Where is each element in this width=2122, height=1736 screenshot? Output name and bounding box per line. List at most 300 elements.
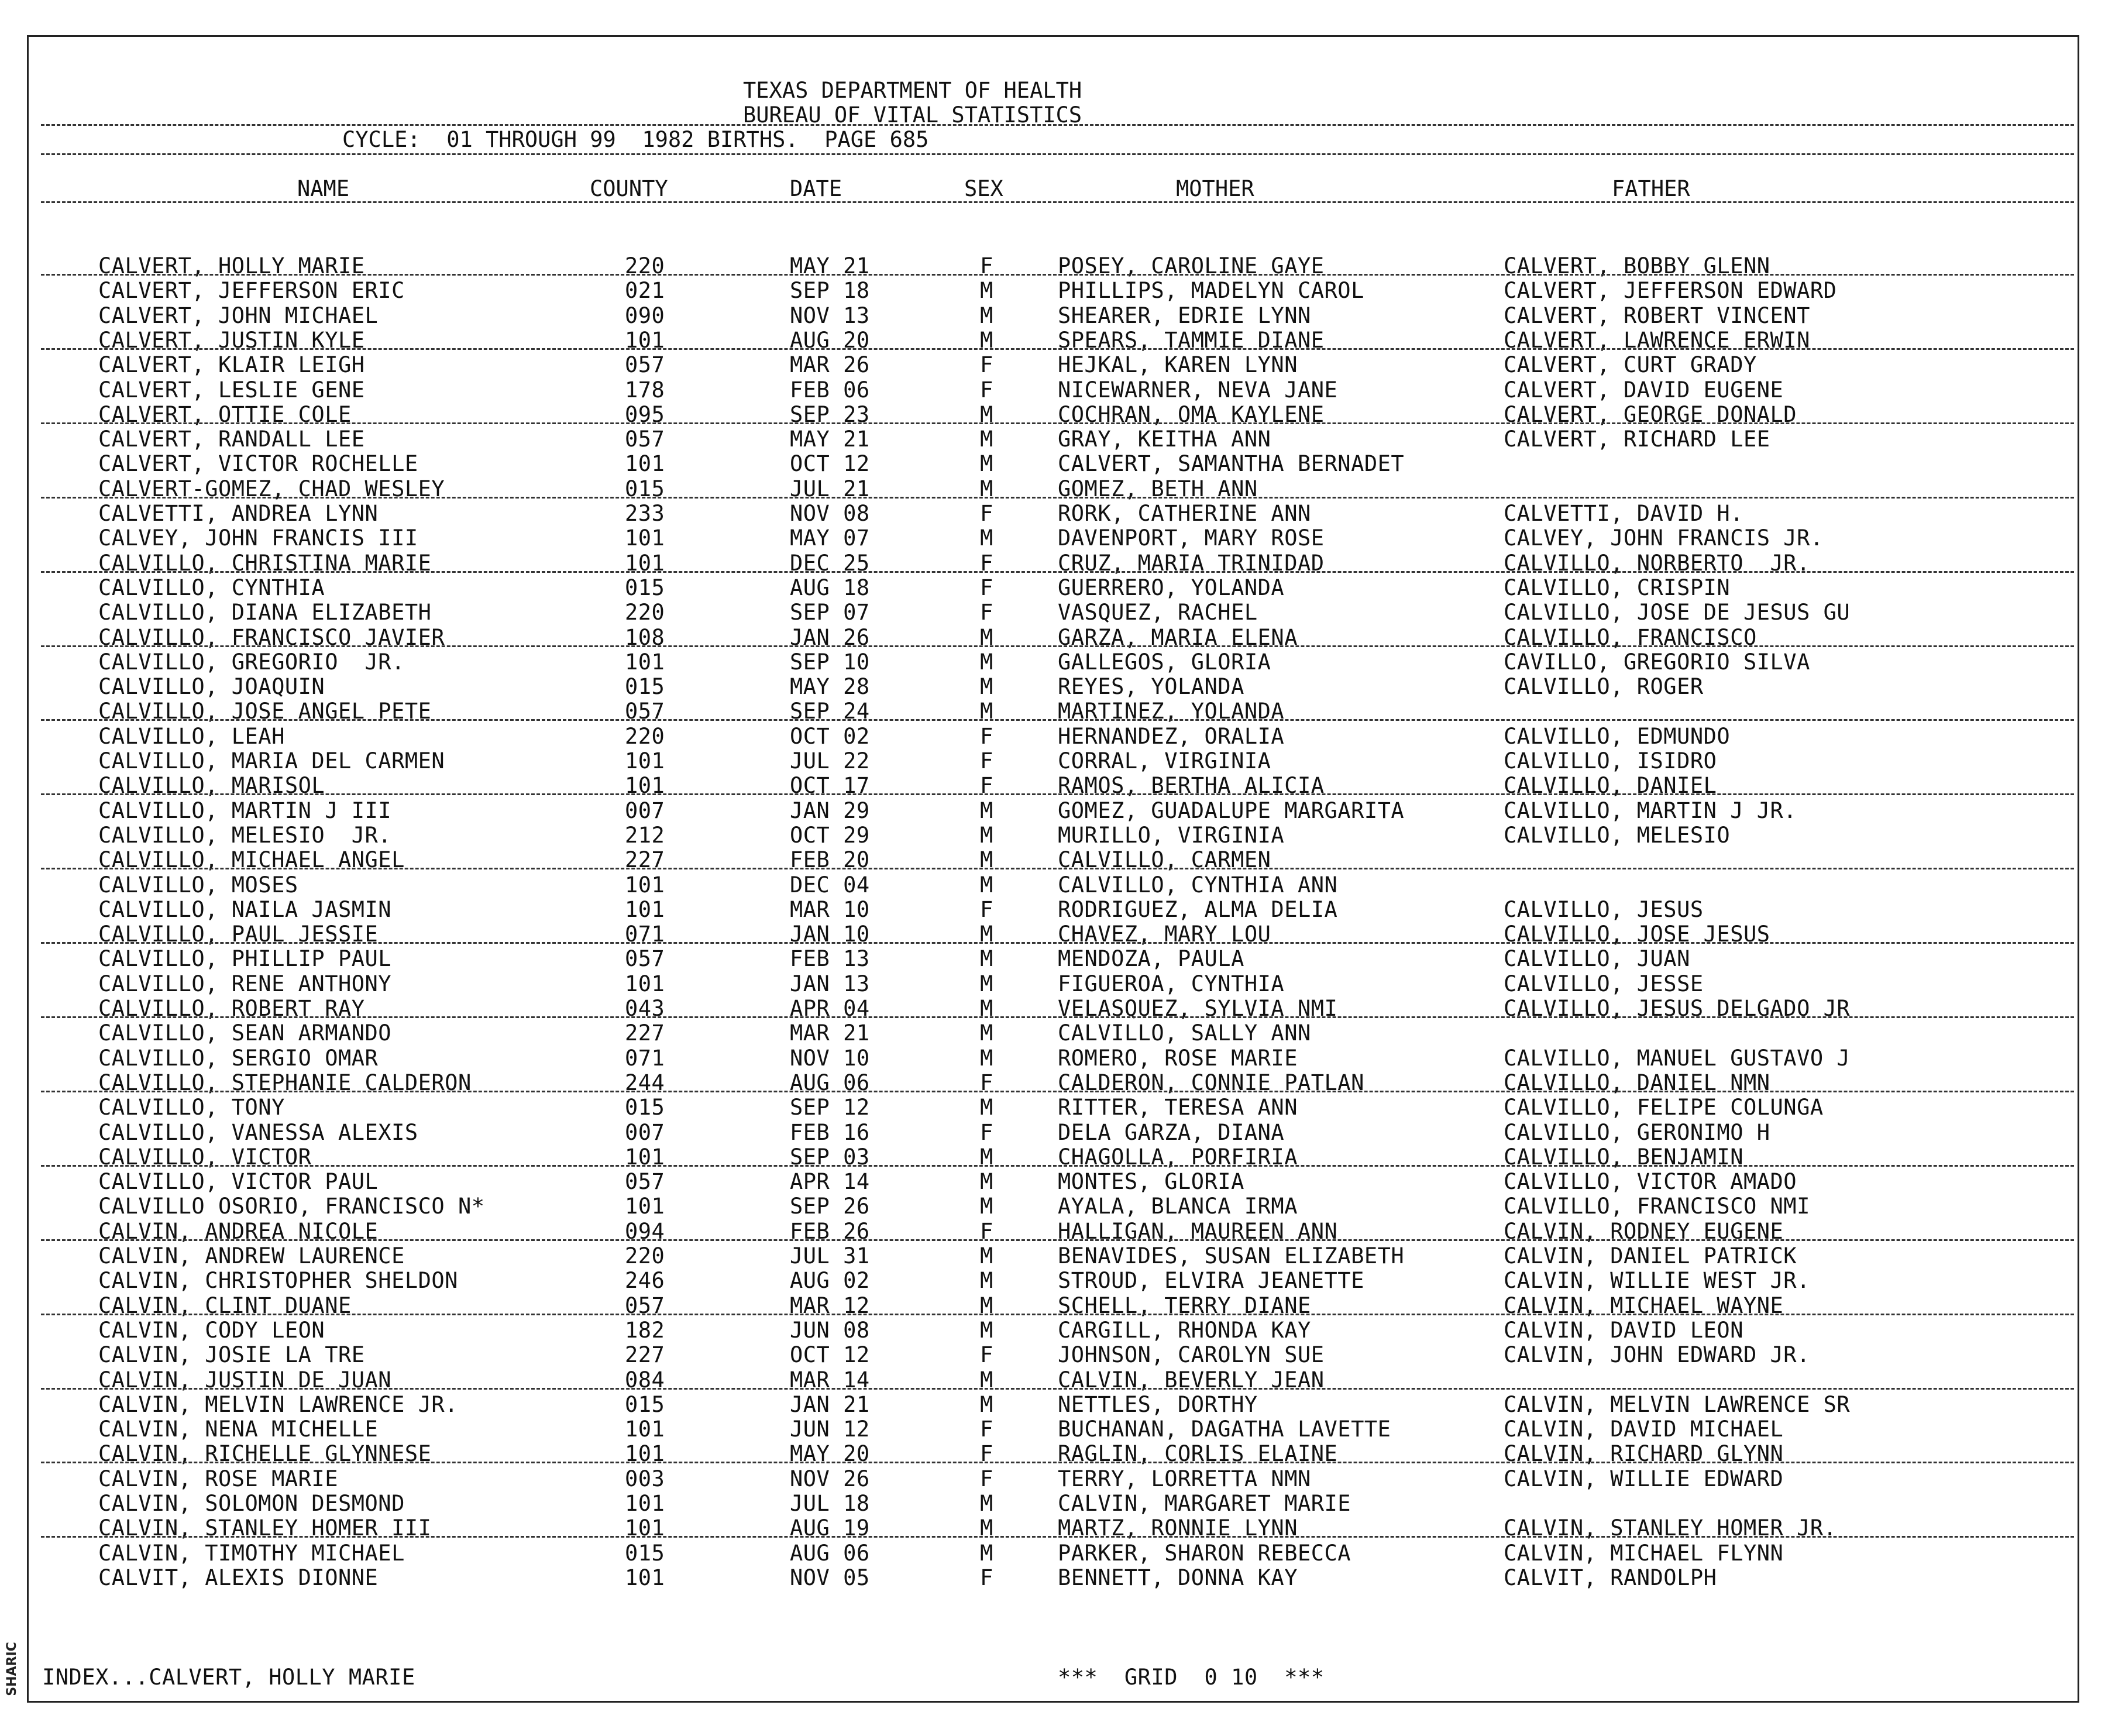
cell-father: CALVILLO, JESUS DELGADO JR [1504, 996, 1851, 1021]
cell-sex: F [980, 748, 993, 774]
cell-name: CALVILLO, STEPHANIE CALDERON [98, 1070, 472, 1095]
cell-sex: M [980, 946, 993, 971]
cell-county: 101 [625, 1417, 665, 1442]
cell-father: CALVIN, MICHAEL WAYNE [1504, 1293, 1784, 1318]
cell-county: 220 [625, 1243, 665, 1269]
row-group-rule [41, 1016, 2074, 1018]
cell-date: JAN 29 [790, 798, 870, 823]
cell-name: CALVERT-GOMEZ, CHAD WESLEY [98, 476, 445, 501]
cell-date: NOV 26 [790, 1466, 870, 1491]
cell-date: OCT 02 [790, 724, 870, 749]
cell-name: CALVILLO, DIANA ELIZABETH [98, 600, 432, 625]
row-group-rule [41, 1536, 2074, 1538]
cell-date: MAR 10 [790, 897, 870, 922]
cell-father: CALVILLO, BENJAMIN [1504, 1144, 1743, 1170]
cell-county: 101 [625, 872, 665, 898]
cell-mother: MONTES, GLORIA [1058, 1169, 1244, 1194]
cell-date: JUL 22 [790, 748, 870, 774]
cell-sex: M [980, 922, 993, 947]
cell-name: CALVILLO, MARISOL [98, 773, 325, 798]
cell-date: SEP 18 [790, 278, 870, 303]
row-group-rule [41, 868, 2074, 869]
cell-mother: RAGLIN, CORLIS ELAINE [1058, 1441, 1338, 1466]
cell-date: FEB 06 [790, 377, 870, 403]
cell-county: 101 [625, 773, 665, 798]
cell-county: 057 [625, 946, 665, 971]
cell-county: 057 [625, 352, 665, 377]
cell-date: JUN 12 [790, 1417, 870, 1442]
cell-mother: DAVENPORT, MARY ROSE [1058, 525, 1325, 551]
cell-father: CALVILLO, JESUS [1504, 897, 1704, 922]
cell-mother: CALVIN, MARGARET MARIE [1058, 1491, 1351, 1516]
cell-sex: M [980, 1293, 993, 1318]
cell-county: 101 [625, 748, 665, 774]
cell-name: CALVILLO, RENE ANTHONY [98, 971, 392, 996]
row-group-rule [41, 1091, 2074, 1092]
cell-county: 101 [625, 649, 665, 675]
cell-mother: RODRIGUEZ, ALMA DELIA [1058, 897, 1338, 922]
cell-sex: M [980, 1144, 993, 1170]
cell-mother: CALDERON, CONNIE PATLAN [1058, 1070, 1364, 1095]
cell-sex: M [980, 402, 993, 427]
cell-name: CALVILLO, VICTOR PAUL [98, 1169, 379, 1194]
cell-mother: JOHNSON, CAROLYN SUE [1058, 1342, 1325, 1367]
cell-date: MAY 21 [790, 253, 870, 279]
cell-county: 015 [625, 1392, 665, 1417]
cell-date: FEB 13 [790, 946, 870, 971]
cell-date: MAY 20 [790, 1441, 870, 1466]
cell-mother: BUCHANAN, DAGATHA LAVETTE [1058, 1417, 1391, 1442]
cell-sex: M [980, 303, 993, 328]
cell-sex: M [980, 625, 993, 650]
cell-date: MAR 26 [790, 352, 870, 377]
cell-date: JAN 21 [790, 1392, 870, 1417]
cell-name: CALVILLO, MELESIO JR. [98, 823, 392, 848]
cell-sex: M [980, 476, 993, 501]
cell-county: 101 [625, 1565, 665, 1590]
column-header-rule [41, 201, 2074, 203]
cell-sex: M [980, 1046, 993, 1071]
cell-name: CALVIN, CLINT DUANE [98, 1293, 352, 1318]
row-group-rule [41, 1314, 2074, 1315]
cell-mother: PHILLIPS, MADELYN CAROL [1058, 278, 1364, 303]
cell-mother: RORK, CATHERINE ANN [1058, 501, 1311, 526]
cell-sex: F [980, 575, 993, 600]
cell-date: MAR 12 [790, 1293, 870, 1318]
cell-name: CALVIN, CODY LEON [98, 1318, 325, 1343]
cell-sex: F [980, 897, 993, 922]
cell-mother: VELASQUEZ, SYLVIA NMI [1058, 996, 1338, 1021]
cell-father: CALVILLO, DANIEL NMN [1504, 1070, 1770, 1095]
cell-date: DEC 25 [790, 551, 870, 576]
cell-date: OCT 17 [790, 773, 870, 798]
cell-sex: F [980, 253, 993, 279]
cell-father: CALVERT, GEORGE DONALD [1504, 402, 1797, 427]
cell-county: 095 [625, 402, 665, 427]
cell-sex: M [980, 427, 993, 452]
cell-mother: REYES, YOLANDA [1058, 674, 1244, 699]
cell-sex: F [980, 1417, 993, 1442]
row-group-rule [41, 719, 2074, 721]
cell-mother: HEJKAL, KAREN LYNN [1058, 352, 1298, 377]
cell-county: 090 [625, 303, 665, 328]
cell-county: 101 [625, 1491, 665, 1516]
cell-mother: NETTLES, DORTHY [1058, 1392, 1258, 1417]
cell-father: CALVERT, JEFFERSON EDWARD [1504, 278, 1837, 303]
cell-county: 101 [625, 971, 665, 996]
cell-father: CALVIN, RICHARD GLYNN [1504, 1441, 1784, 1466]
cell-mother: STROUD, ELVIRA JEANETTE [1058, 1268, 1364, 1293]
cell-sex: M [980, 451, 993, 476]
cell-name: CALVIT, ALEXIS DIONNE [98, 1565, 379, 1590]
cell-date: JUL 21 [790, 476, 870, 501]
row-group-rule [41, 274, 2074, 276]
cell-name: CALVETTI, ANDREA LYNN [98, 501, 379, 526]
cell-father: CALVIN, WILLIE WEST JR. [1504, 1268, 1810, 1293]
cell-date: AUG 20 [790, 328, 870, 353]
cell-mother: MENDOZA, PAULA [1058, 946, 1244, 971]
cell-name: CALVIN, ANDREA NICOLE [98, 1219, 379, 1244]
cell-date: JUN 08 [790, 1318, 870, 1343]
cell-date: AUG 18 [790, 575, 870, 600]
cell-father: CALVIN, MICHAEL FLYNN [1504, 1541, 1784, 1566]
cell-sex: M [980, 996, 993, 1021]
cell-name: CALVILLO, TONY [98, 1095, 285, 1120]
cell-mother: RITTER, TERESA ANN [1058, 1095, 1298, 1120]
row-group-rule [41, 497, 2074, 499]
column-header-sex: SEX [964, 176, 1003, 201]
cell-mother: PARKER, SHARON REBECCA [1058, 1541, 1351, 1566]
cell-county: 101 [625, 897, 665, 922]
cell-father: CALVILLO, JESSE [1504, 971, 1704, 996]
cell-date: MAR 21 [790, 1020, 870, 1046]
cell-county: 015 [625, 476, 665, 501]
cell-date: DEC 04 [790, 872, 870, 898]
cell-county: 182 [625, 1318, 665, 1343]
cell-sex: M [980, 872, 993, 898]
cell-name: CALVERT, LESLIE GENE [98, 377, 365, 403]
cell-sex: F [980, 1120, 993, 1145]
cell-sex: M [980, 1243, 993, 1269]
cell-father: CALVILLO, EDMUNDO [1504, 724, 1731, 749]
cell-date: APR 14 [790, 1169, 870, 1194]
cell-date: FEB 20 [790, 847, 870, 872]
cell-sex: F [980, 1565, 993, 1590]
cell-name: CALVILLO, LEAH [98, 724, 285, 749]
cell-father: CALVILLO, FRANCISCO NMI [1504, 1194, 1810, 1219]
cell-sex: F [980, 377, 993, 403]
cell-name: CALVILLO, MARTIN J III [98, 798, 392, 823]
cell-name: CALVILLO, ROBERT RAY [98, 996, 365, 1021]
cell-date: NOV 08 [790, 501, 870, 526]
cell-sex: F [980, 501, 993, 526]
cell-sex: F [980, 724, 993, 749]
cell-father: CALVEY, JOHN FRANCIS JR. [1504, 525, 1824, 551]
cell-county: 244 [625, 1070, 665, 1095]
cell-sex: F [980, 1219, 993, 1244]
cell-date: AUG 02 [790, 1268, 870, 1293]
cell-date: SEP 24 [790, 699, 870, 724]
cell-mother: GALLEGOS, GLORIA [1058, 649, 1271, 675]
cell-mother: MARTINEZ, YOLANDA [1058, 699, 1285, 724]
cell-sex: M [980, 1515, 993, 1541]
cell-date: MAR 14 [790, 1367, 870, 1393]
cell-mother: ROMERO, ROSE MARIE [1058, 1046, 1298, 1071]
cell-sex: M [980, 328, 993, 353]
cell-mother: MURILLO, VIRGINIA [1058, 823, 1285, 848]
cell-sex: M [980, 699, 993, 724]
cell-father: CALVIN, STANLEY HOMER JR. [1504, 1515, 1837, 1541]
cell-mother: TERRY, LORRETTA NMN [1058, 1466, 1311, 1491]
cell-date: NOV 05 [790, 1565, 870, 1590]
cell-sex: F [980, 1441, 993, 1466]
cell-date: FEB 16 [790, 1120, 870, 1145]
cell-name: CALVIN, MELVIN LAWRENCE JR. [98, 1392, 458, 1417]
cell-mother: POSEY, CAROLINE GAYE [1058, 253, 1325, 279]
column-header-name: NAME [297, 176, 350, 201]
cell-date: JAN 26 [790, 625, 870, 650]
cell-father: CALVIT, RANDOLPH [1504, 1565, 1717, 1590]
cell-date: MAY 07 [790, 525, 870, 551]
row-group-rule [41, 793, 2074, 795]
row-group-rule [41, 942, 2074, 944]
cell-name: CALVIN, CHRISTOPHER SHELDON [98, 1268, 458, 1293]
cell-mother: GOMEZ, BETH ANN [1058, 476, 1258, 501]
cell-county: 084 [625, 1367, 665, 1393]
cell-name: CALVERT, RANDALL LEE [98, 427, 365, 452]
cell-name: CALVERT, JOHN MICHAEL [98, 303, 379, 328]
cell-county: 101 [625, 525, 665, 551]
cell-father: CALVILLO, JOSE JESUS [1504, 922, 1770, 947]
cell-name: CALVIN, TIMOTHY MICHAEL [98, 1541, 405, 1566]
cell-name: CALVIN, SOLOMON DESMOND [98, 1491, 405, 1516]
cell-date: MAY 28 [790, 674, 870, 699]
cell-county: 101 [625, 1515, 665, 1541]
cell-name: CALVILLO, JOAQUIN [98, 674, 325, 699]
cell-mother: HALLIGAN, MAUREEN ANN [1058, 1219, 1338, 1244]
cell-name: CALVIN, NENA MICHELLE [98, 1417, 379, 1442]
cell-mother: GOMEZ, GUADALUPE MARGARITA [1058, 798, 1405, 823]
cell-date: NOV 10 [790, 1046, 870, 1071]
bureau-title: BUREAU OF VITAL STATISTICS [743, 102, 1082, 128]
cell-sex: M [980, 1392, 993, 1417]
cell-sex: F [980, 352, 993, 377]
column-header-father: FATHER [1612, 176, 1690, 201]
cycle-line: CYCLE: 01 THROUGH 99 1982 BIRTHS. PAGE 685 [342, 127, 929, 152]
cell-county: 021 [625, 278, 665, 303]
cell-father: CALVIN, MELVIN LAWRENCE SR [1504, 1392, 1851, 1417]
cell-mother: CALVIN, BEVERLY JEAN [1058, 1367, 1325, 1393]
row-group-rule [41, 1239, 2074, 1241]
cell-sex: M [980, 649, 993, 675]
cell-mother: AYALA, BLANCA IRMA [1058, 1194, 1298, 1219]
cell-father: CALVERT, RICHARD LEE [1504, 427, 1770, 452]
cell-name: CALVILLO, SEAN ARMANDO [98, 1020, 392, 1046]
cell-sex: M [980, 798, 993, 823]
cell-father: CALVILLO, GERONIMO H [1504, 1120, 1770, 1145]
cell-date: AUG 19 [790, 1515, 870, 1541]
cell-sex: M [980, 674, 993, 699]
cell-county: 101 [625, 551, 665, 576]
cell-name: CALVILLO, NAILA JASMIN [98, 897, 392, 922]
cell-sex: M [980, 1491, 993, 1516]
cell-date: NOV 13 [790, 303, 870, 328]
cell-mother: SHEARER, EDRIE LYNN [1058, 303, 1311, 328]
cell-sex: M [980, 1268, 993, 1293]
cell-sex: M [980, 1020, 993, 1046]
cell-mother: MARTZ, RONNIE LYNN [1058, 1515, 1298, 1541]
cell-father: CALVILLO, ROGER [1504, 674, 1704, 699]
cell-sex: F [980, 1342, 993, 1367]
cell-name: CALVILLO, PHILLIP PAUL [98, 946, 392, 971]
cell-father: CALVERT, CURT GRADY [1504, 352, 1757, 377]
header-rule-1 [41, 124, 2074, 126]
cell-county: 057 [625, 1169, 665, 1194]
cell-name: CALVEY, JOHN FRANCIS III [98, 525, 418, 551]
cell-county: 212 [625, 823, 665, 848]
cell-name: CALVERT, HOLLY MARIE [98, 253, 365, 279]
header-rule-2 [41, 153, 2074, 155]
cell-name: CALVILLO OSORIO, FRANCISCO N* [98, 1194, 485, 1219]
cell-county: 227 [625, 1020, 665, 1046]
cell-father: CALVILLO, MARTIN J JR. [1504, 798, 1797, 823]
cell-sex: M [980, 971, 993, 996]
row-group-rule [41, 1165, 2074, 1167]
cell-name: CALVIN, JUSTIN DE JUAN [98, 1367, 392, 1393]
cell-date: SEP 10 [790, 649, 870, 675]
cell-name: CALVILLO, VICTOR [98, 1144, 312, 1170]
cell-mother: CALVERT, SAMANTHA BERNADET [1058, 451, 1405, 476]
cell-sex: M [980, 823, 993, 848]
cell-name: CALVILLO, FRANCISCO JAVIER [98, 625, 445, 650]
cell-date: SEP 12 [790, 1095, 870, 1120]
cell-mother: FIGUEROA, CYNTHIA [1058, 971, 1285, 996]
cell-father: CALVIN, DAVID LEON [1504, 1318, 1743, 1343]
cell-sex: F [980, 1466, 993, 1491]
cell-county: 057 [625, 427, 665, 452]
cell-mother: GUERRERO, YOLANDA [1058, 575, 1285, 600]
cell-county: 108 [625, 625, 665, 650]
cell-mother: VASQUEZ, RACHEL [1058, 600, 1258, 625]
cell-sex: M [980, 1367, 993, 1393]
cell-name: CALVIN, RICHELLE GLYNNESE [98, 1441, 432, 1466]
cell-father: CALVILLO, VICTOR AMADO [1504, 1169, 1797, 1194]
cell-sex: M [980, 278, 993, 303]
row-group-rule [41, 571, 2074, 573]
cell-sex: F [980, 773, 993, 798]
cell-sex: F [980, 600, 993, 625]
cell-date: SEP 26 [790, 1194, 870, 1219]
cell-father: CALVILLO, JUAN [1504, 946, 1690, 971]
cell-name: CALVERT, OTTIE COLE [98, 402, 352, 427]
cell-name: CALVILLO, PAUL JESSIE [98, 922, 379, 947]
cell-county: 094 [625, 1219, 665, 1244]
cell-name: CALVIN, JOSIE LA TRE [98, 1342, 365, 1367]
cell-name: CALVILLO, CYNTHIA [98, 575, 325, 600]
cell-name: CALVILLO, MICHAEL ANGEL [98, 847, 405, 872]
cell-name: CALVILLO, MOSES [98, 872, 298, 898]
cell-father: CALVIN, JOHN EDWARD JR. [1504, 1342, 1810, 1367]
cell-father: CALVERT, DAVID EUGENE [1504, 377, 1784, 403]
cell-county: 015 [625, 575, 665, 600]
cell-date: OCT 12 [790, 1342, 870, 1367]
cell-father: CALVETTI, DAVID H. [1504, 501, 1743, 526]
cell-county: 220 [625, 600, 665, 625]
cell-father: CALVILLO, DANIEL [1504, 773, 1717, 798]
row-group-rule [41, 1388, 2074, 1390]
cell-mother: DELA GARZA, DIANA [1058, 1120, 1285, 1145]
column-header-mother: MOTHER [1176, 176, 1254, 201]
side-label: SHARIC [4, 1642, 19, 1696]
cell-father: CALVIN, RODNEY EUGENE [1504, 1219, 1784, 1244]
cell-father: CALVILLO, FELIPE COLUNGA [1504, 1095, 1824, 1120]
cell-father: CALVIN, DANIEL PATRICK [1504, 1243, 1797, 1269]
cell-sex: F [980, 1070, 993, 1095]
cell-father: CALVERT, LAWRENCE ERWIN [1504, 328, 1810, 353]
cell-county: 007 [625, 798, 665, 823]
cell-date: OCT 12 [790, 451, 870, 476]
cell-name: CALVERT, KLAIR LEIGH [98, 352, 365, 377]
cell-name: CALVERT, JUSTIN KYLE [98, 328, 365, 353]
cell-mother: BENAVIDES, SUSAN ELIZABETH [1058, 1243, 1405, 1269]
cell-mother: CALVILLO, SALLY ANN [1058, 1020, 1311, 1046]
cell-sex: M [980, 1169, 993, 1194]
row-group-rule [41, 422, 2074, 424]
cell-sex: M [980, 1194, 993, 1219]
cell-date: OCT 29 [790, 823, 870, 848]
cell-name: CALVERT, VICTOR ROCHELLE [98, 451, 418, 476]
cell-county: 227 [625, 1342, 665, 1367]
cell-county: 227 [625, 847, 665, 872]
cell-name: CALVILLO, MARIA DEL CARMEN [98, 748, 445, 774]
row-group-rule [41, 348, 2074, 350]
cell-date: AUG 06 [790, 1070, 870, 1095]
cell-date: JAN 13 [790, 971, 870, 996]
cell-sex: M [980, 1095, 993, 1120]
cell-name: CALVILLO, JOSE ANGEL PETE [98, 699, 432, 724]
cell-mother: CALVILLO, CYNTHIA ANN [1058, 872, 1338, 898]
cell-county: 057 [625, 699, 665, 724]
cell-sex: M [980, 1541, 993, 1566]
cell-county: 071 [625, 1046, 665, 1071]
cell-mother: COCHRAN, OMA KAYLENE [1058, 402, 1325, 427]
grid-footer: *** GRID 0 10 *** [1058, 1665, 1325, 1690]
cell-county: 007 [625, 1120, 665, 1145]
cell-father: CAVILLO, GREGORIO SILVA [1504, 649, 1810, 675]
cell-mother: SCHELL, TERRY DIANE [1058, 1293, 1311, 1318]
cell-date: SEP 23 [790, 402, 870, 427]
cell-mother: HERNANDEZ, ORALIA [1058, 724, 1285, 749]
cell-mother: CHAGOLLA, PORFIRIA [1058, 1144, 1298, 1170]
cell-name: CALVILLO, GREGORIO JR. [98, 649, 405, 675]
cell-county: 101 [625, 1194, 665, 1219]
cell-county: 220 [625, 724, 665, 749]
cell-father: CALVILLO, MELESIO [1504, 823, 1731, 848]
cell-father: CALVILLO, MANUEL GUSTAVO J [1504, 1046, 1851, 1071]
cell-county: 043 [625, 996, 665, 1021]
cell-father: CALVIN, DAVID MICHAEL [1504, 1417, 1784, 1442]
cell-county: 233 [625, 501, 665, 526]
cell-county: 178 [625, 377, 665, 403]
cell-mother: RAMOS, BERTHA ALICIA [1058, 773, 1325, 798]
cell-father: CALVILLO, FRANCISCO [1504, 625, 1757, 650]
cell-county: 015 [625, 1541, 665, 1566]
cell-mother: CARGILL, RHONDA KAY [1058, 1318, 1311, 1343]
cell-date: JAN 10 [790, 922, 870, 947]
row-group-rule [41, 645, 2074, 647]
cell-county: 071 [625, 922, 665, 947]
cell-mother: GRAY, KEITHA ANN [1058, 427, 1271, 452]
